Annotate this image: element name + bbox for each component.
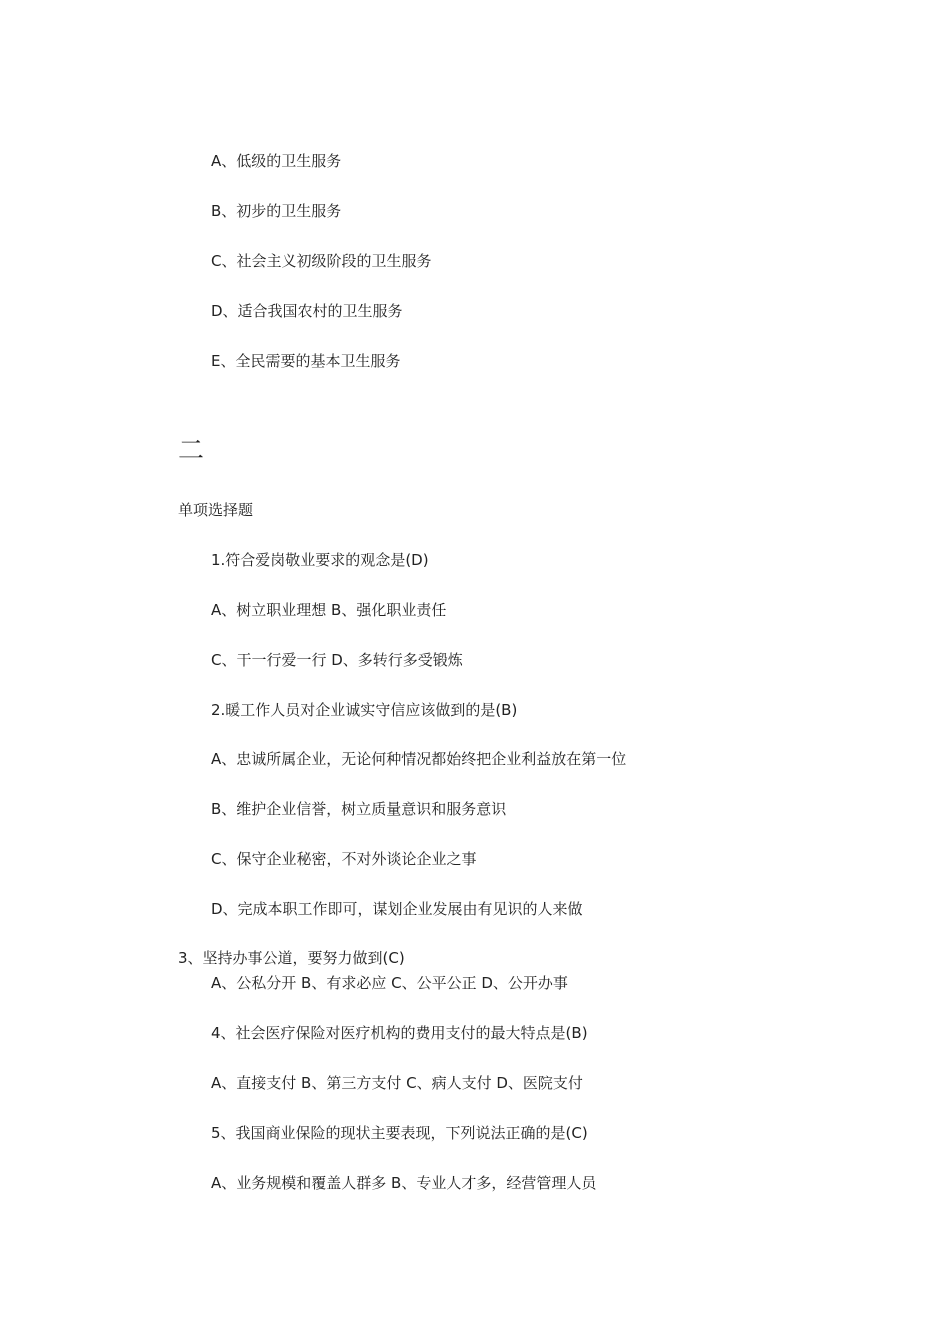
option-a-top: A、低级的卫生服务: [211, 152, 342, 170]
section-title: 单项选择题: [178, 501, 254, 519]
question-3-options: A、公私分开 B、有求必应 C、公平公正 D、公开办事: [211, 974, 568, 992]
question-2-option-d: D、完成本职工作即可，谋划企业发展由有见识的人来做: [211, 900, 583, 918]
question-1-options-line-2: C、干一行爱一行 D、多转行多受锻炼: [211, 651, 463, 669]
option-b-top: B、初步的卫生服务: [211, 202, 342, 220]
option-e-top: E、全民需要的基本卫生服务: [211, 352, 401, 370]
question-5: 5、我国商业保险的现状主要表现，下列说法正确的是(C): [211, 1124, 588, 1142]
question-2-option-a: A、忠诚所属企业，无论何种情况都始终把企业利益放在第一位: [211, 750, 627, 768]
question-3: 3、坚持办事公道，要努力做到(C): [178, 949, 405, 967]
question-2-option-c: C、保守企业秘密，不对外谈论企业之事: [211, 850, 477, 868]
question-5-options: A、业务规模和覆盖人群多 B、专业人才多，经营管理人员: [211, 1174, 597, 1192]
question-2: 2.暖工作人员对企业诚实守信应该做到的是(B): [211, 701, 518, 719]
question-4: 4、社会医疗保险对医疗机构的费用支付的最大特点是(B): [211, 1024, 588, 1042]
question-1: 1.符合爱岗敬业要求的观念是(D): [211, 551, 429, 569]
section-number: 二: [178, 436, 205, 466]
option-c-top: C、社会主义初级阶段的卫生服务: [211, 252, 432, 270]
question-2-option-b: B、维护企业信誉，树立质量意识和服务意识: [211, 800, 507, 818]
question-4-options: A、直接支付 B、第三方支付 C、病人支付 D、医院支付: [211, 1074, 583, 1092]
option-d-top: D、适合我国农村的卫生服务: [211, 302, 403, 320]
question-1-options-line-1: A、树立职业理想 B、强化职业责任: [211, 601, 447, 619]
